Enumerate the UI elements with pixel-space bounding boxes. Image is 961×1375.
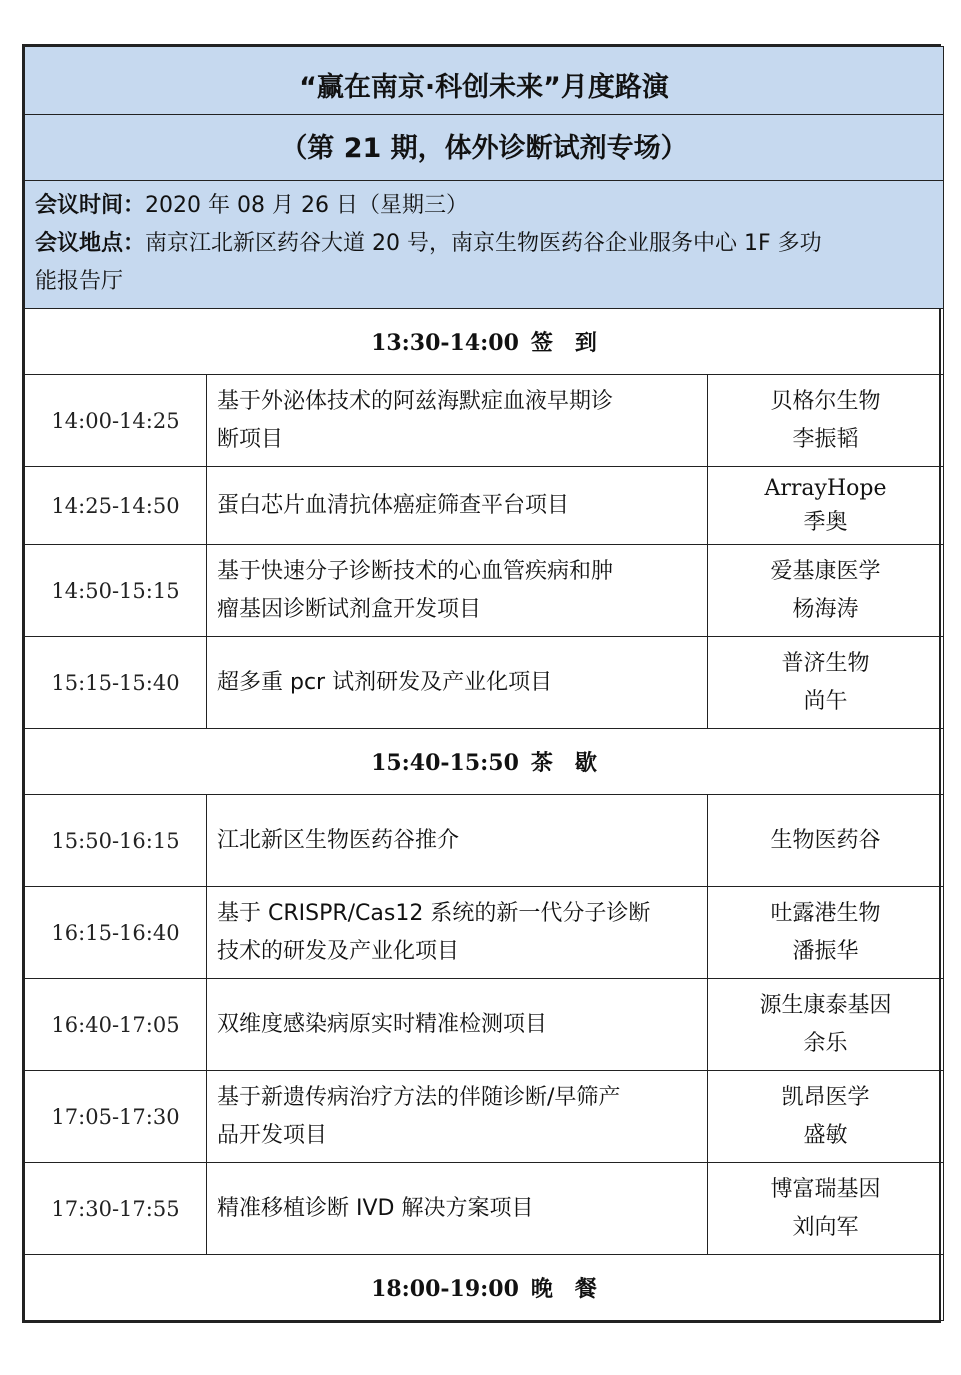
company-name: ArrayHope (764, 475, 887, 501)
speaker-name: 盛敏 (803, 1122, 848, 1148)
session-time: 16:40-17:05 (25, 979, 207, 1071)
session-project (207, 1163, 708, 1255)
meeting-place-cont: 能报告厅 (35, 268, 124, 294)
session-row (25, 1071, 944, 1163)
break-tea (25, 729, 944, 795)
meeting-info-row (25, 181, 944, 309)
meeting-place-label: 会议地点： (35, 230, 146, 256)
meeting-time-value: 2020 年 08 月 26 日（星期三） (145, 192, 468, 218)
session-project (207, 637, 708, 729)
speaker-name: 余乐 (803, 1030, 848, 1056)
meeting-place (35, 225, 933, 263)
project-line: 基于 CRISPR/Cas12 系统的新一代分子诊断 (217, 900, 651, 926)
project-line: 双维度感染病原实时精准检测项目 (217, 1011, 548, 1037)
project-line: 精准移植诊断 IVD 解决方案项目 (217, 1195, 534, 1221)
title-row-2 (25, 115, 944, 181)
project-line: 技术的研发及产业化项目 (217, 938, 460, 964)
session-time: 16:15-16:40 (25, 887, 207, 979)
project-line: 超多重 pcr 试剂研发及产业化项目 (217, 669, 553, 695)
speaker-name: 刘向军 (792, 1214, 859, 1240)
session-row (25, 1163, 944, 1255)
session-time: 17:05-17:30 (25, 1071, 207, 1163)
agenda-title: “赢在南京·科创未来”月度路演 (25, 47, 944, 115)
session-project (207, 467, 708, 545)
company-name: 普济生物 (781, 650, 870, 676)
session-presenter (708, 1163, 944, 1255)
session-project (207, 1071, 708, 1163)
project-line: 瘤基因诊断试剂盒开发项目 (217, 596, 482, 622)
title-row-1 (25, 47, 944, 115)
session-row (25, 467, 944, 545)
company-name: 博富瑞基因 (770, 1176, 881, 1202)
company-name: 爱基康医学 (770, 558, 881, 584)
company-name: 贝格尔生物 (770, 388, 881, 414)
break-time: 15:40-15:50 (371, 750, 519, 776)
session-time: 14:50-15:15 (25, 545, 207, 637)
break-checkin (25, 309, 944, 375)
meeting-time-label: 会议时间： (35, 192, 146, 218)
project-line: 品开发项目 (217, 1122, 328, 1148)
company-name: 源生康泰基因 (759, 992, 892, 1018)
session-presenter (708, 545, 944, 637)
session-row (25, 637, 944, 729)
company-name: 吐露港生物 (770, 900, 881, 926)
session-presenter (708, 467, 944, 545)
speaker-name: 李振韬 (792, 426, 859, 452)
agenda-subtitle: （第 21 期，体外诊断试剂专场） (25, 115, 944, 181)
session-row (25, 795, 944, 887)
project-line: 基于新遗传病治疗方法的伴随诊断/早筛产 (217, 1084, 621, 1110)
meeting-info (25, 181, 944, 309)
session-row (25, 979, 944, 1071)
project-line: 断项目 (217, 426, 284, 452)
session-row (25, 887, 944, 979)
break-time: 13:30-14:00 (371, 330, 519, 356)
break-label: 晚 餐 (530, 1277, 597, 1302)
break-row-tea (25, 729, 944, 795)
agenda-table (24, 46, 944, 1321)
session-project (207, 979, 708, 1071)
meeting-place-value: 南京江北新区药谷大道 20 号，南京生物医药谷企业服务中心 1F 多功 (145, 230, 822, 256)
company-name: 生物医药谷 (770, 827, 881, 853)
speaker-name: 尚午 (803, 688, 848, 714)
session-row (25, 545, 944, 637)
project-line: 基于快速分子诊断技术的心血管疾病和肿 (217, 558, 614, 584)
session-presenter (708, 979, 944, 1071)
project-line: 江北新区生物医药谷推介 (217, 827, 460, 853)
session-presenter (708, 887, 944, 979)
session-presenter (708, 795, 944, 887)
break-time: 18:00-19:00 (371, 1276, 519, 1302)
project-line: 基于外泌体技术的阿兹海默症血液早期诊 (217, 388, 614, 414)
session-project (207, 887, 708, 979)
session-row (25, 375, 944, 467)
break-label: 签 到 (530, 331, 597, 356)
break-dinner (25, 1255, 944, 1321)
session-time: 17:30-17:55 (25, 1163, 207, 1255)
session-presenter (708, 637, 944, 729)
session-presenter (708, 375, 944, 467)
project-line: 蛋白芯片血清抗体癌症筛查平台项目 (217, 492, 570, 518)
session-presenter (708, 1071, 944, 1163)
session-time: 15:15-15:40 (25, 637, 207, 729)
company-name: 凯昂医学 (781, 1084, 870, 1110)
break-label: 茶 歇 (530, 751, 597, 776)
break-row-checkin (25, 309, 944, 375)
speaker-name: 潘振华 (792, 938, 859, 964)
session-project (207, 795, 708, 887)
session-time: 14:00-14:25 (25, 375, 207, 467)
meeting-time (35, 187, 933, 225)
session-project (207, 545, 708, 637)
session-time: 15:50-16:15 (25, 795, 207, 887)
session-project (207, 375, 708, 467)
speaker-name: 季奥 (803, 509, 848, 535)
agenda-sheet (22, 44, 941, 1323)
speaker-name: 杨海涛 (792, 596, 859, 622)
session-time: 14:25-14:50 (25, 467, 207, 545)
break-row-dinner (25, 1255, 944, 1321)
